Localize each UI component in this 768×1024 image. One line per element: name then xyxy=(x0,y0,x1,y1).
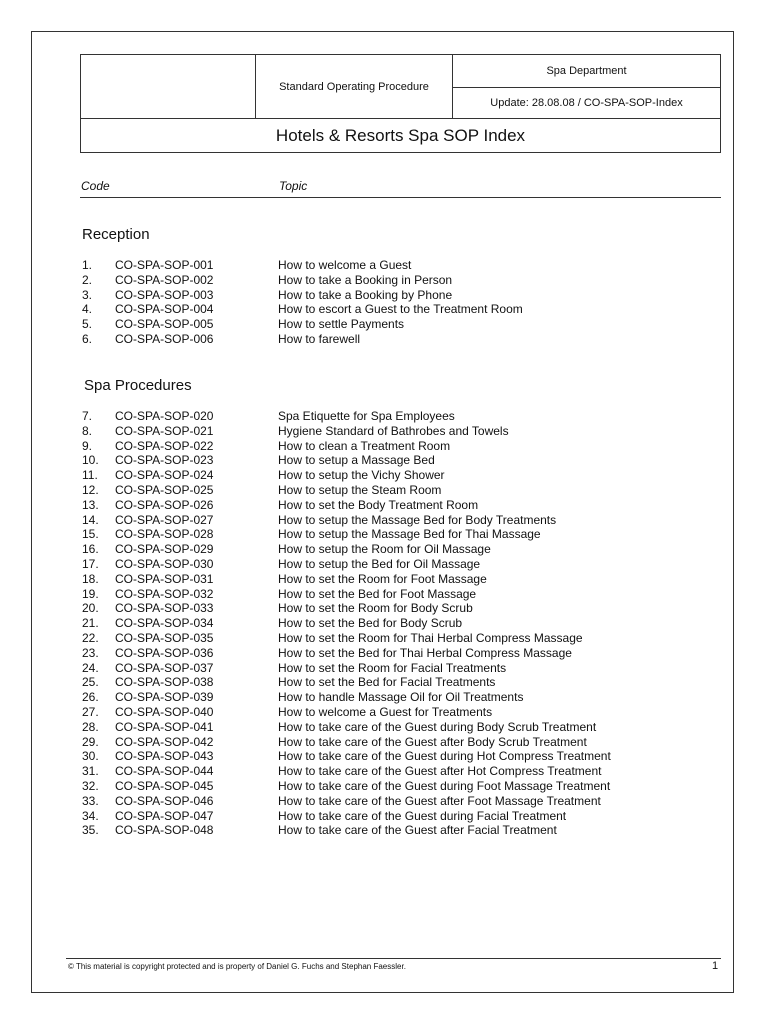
sop-code: CO-SPA-SOP-002 xyxy=(115,272,214,287)
sop-topic: How to take care of the Guest during Foot Massage Treatment xyxy=(278,779,611,793)
item-number: 27. xyxy=(82,705,99,719)
item-number: 32. xyxy=(82,779,99,793)
sop-topic: Spa Etiquette for Spa Employees xyxy=(278,409,455,423)
sop-topic: How to setup a Massage Bed xyxy=(278,453,435,468)
item-number: 6. xyxy=(82,332,93,346)
sop-code: CO-SPA-SOP-030 xyxy=(115,557,214,571)
sop-code: CO-SPA-SOP-047 xyxy=(115,808,214,823)
item-number: 30. xyxy=(82,749,99,764)
item-number: 18. xyxy=(82,571,99,586)
item-number: 8. xyxy=(82,423,93,438)
document-header xyxy=(80,54,721,153)
sop-topic: How to setup the Massage Bed for Thai Massage xyxy=(278,527,541,542)
sop-topic: How to setup the Massage Bed for Body Treatments xyxy=(278,512,557,527)
item-number: 16. xyxy=(82,542,99,557)
sop-topic: How to escort a Guest to the Treatment Room xyxy=(278,302,523,317)
item-number: 3. xyxy=(82,287,93,302)
sop-code: CO-SPA-SOP-041 xyxy=(115,719,214,734)
sop-topic: How to settle Payments xyxy=(278,317,405,332)
sop-code: CO-SPA-SOP-034 xyxy=(115,616,214,631)
item-number: 1. xyxy=(82,258,93,272)
item-number: 2. xyxy=(82,272,93,287)
sop-code: CO-SPA-SOP-044 xyxy=(115,764,214,779)
item-number: 9. xyxy=(82,438,93,453)
sop-topic: How to take care of the Guest after Facial Treatment xyxy=(278,823,557,838)
sop-code: CO-SPA-SOP-043 xyxy=(115,749,214,764)
sop-code: CO-SPA-SOP-033 xyxy=(115,601,214,616)
sop-code: CO-SPA-SOP-037 xyxy=(115,660,214,675)
sop-code: CO-SPA-SOP-029 xyxy=(115,542,214,557)
sop-topic: How to set the Bed for Thai Herbal Compress Massage xyxy=(278,645,572,660)
sop-code: CO-SPA-SOP-028 xyxy=(115,527,214,542)
sop-topic: How to take a Booking by Phone xyxy=(278,287,453,302)
sop-code: CO-SPA-SOP-026 xyxy=(115,497,214,512)
sop-topic: How to take a Booking in Person xyxy=(278,272,453,287)
item-number: 24. xyxy=(82,660,99,675)
sop-code: CO-SPA-SOP-023 xyxy=(115,453,214,468)
footer-rule xyxy=(66,958,721,959)
item-number: 33. xyxy=(82,793,99,808)
item-number: 15. xyxy=(82,527,99,542)
department-label: Spa Department xyxy=(453,55,720,88)
sop-code: CO-SPA-SOP-027 xyxy=(115,512,214,527)
item-number: 17. xyxy=(82,557,99,571)
item-number: 34. xyxy=(82,808,99,823)
sop-code: CO-SPA-SOP-006 xyxy=(115,332,214,346)
sop-topic: How to setup the Steam Room xyxy=(278,483,442,497)
sop-topic: How to set the Room for Facial Treatments xyxy=(278,660,507,675)
item-number: 22. xyxy=(82,631,99,645)
sop-code: CO-SPA-SOP-025 xyxy=(115,483,214,497)
sop-code: CO-SPA-SOP-046 xyxy=(115,793,214,808)
update-label: Update: 28.08.08 / CO-SPA-SOP-Index xyxy=(453,88,720,119)
sop-topic: How to set the Body Treatment Room xyxy=(278,497,479,512)
sop-topic: How to set the Room for Thai Herbal Compress Massage xyxy=(278,631,583,645)
sop-code: CO-SPA-SOP-022 xyxy=(115,438,214,453)
item-number: 14. xyxy=(82,512,99,527)
sop-code: CO-SPA-SOP-020 xyxy=(115,409,214,423)
page-number: 1 xyxy=(712,960,719,972)
sop-topic: How to setup the Bed for Oil Massage xyxy=(278,557,481,571)
section-title: Spa Procedures xyxy=(84,377,192,394)
sop-topic: How to take care of the Guest after Body Scrub Treatment xyxy=(278,734,587,749)
sop-topic: How to handle Massage Oil for Oil Treatments xyxy=(278,690,524,705)
sop-code: CO-SPA-SOP-048 xyxy=(115,823,214,838)
sop-code: CO-SPA-SOP-036 xyxy=(115,645,214,660)
procedure-label: Standard Operating Procedure xyxy=(256,55,453,119)
sop-topic: How to take care of the Guest after Hot Compress Treatment xyxy=(278,764,602,779)
item-number: 31. xyxy=(82,764,99,779)
sop-code: CO-SPA-SOP-032 xyxy=(115,586,214,601)
sop-code: CO-SPA-SOP-038 xyxy=(115,675,214,690)
sop-topic: How to take care of the Guest during Body Scrub Treatment xyxy=(278,719,597,734)
item-number: 25. xyxy=(82,675,99,690)
item-number: 23. xyxy=(82,645,99,660)
item-number: 12. xyxy=(82,483,99,497)
item-number: 4. xyxy=(82,302,93,317)
sop-topic: How to clean a Treatment Room xyxy=(278,438,451,453)
sop-topic: How to set the Bed for Facial Treatments xyxy=(278,675,496,690)
item-number: 26. xyxy=(82,690,99,705)
item-number: 19. xyxy=(82,586,99,601)
header-logo-cell xyxy=(81,55,256,119)
item-number: 35. xyxy=(82,823,99,838)
column-header-rule xyxy=(80,197,721,198)
sop-topic: How to set the Room for Body Scrub xyxy=(278,601,473,616)
sop-topic: Hygiene Standard of Bathrobes and Towels xyxy=(278,423,509,438)
sop-topic: How to setup the Vichy Shower xyxy=(278,468,445,483)
sop-code: CO-SPA-SOP-005 xyxy=(115,317,214,332)
sop-topic: How to take care of the Guest during Facial Treatment xyxy=(278,808,567,823)
item-number: 7. xyxy=(82,409,93,423)
sop-topic: How to take care of the Guest during Hot Compress Treatment xyxy=(278,749,611,764)
sop-code: CO-SPA-SOP-045 xyxy=(115,779,214,793)
item-number: 13. xyxy=(82,497,99,512)
sop-code: CO-SPA-SOP-039 xyxy=(115,690,214,705)
copyright-notice: © This material is copyright protected and is property of Daniel G. Fuchs and Stephan Faessler. xyxy=(68,962,406,971)
sop-topic: How to set the Bed for Body Scrub xyxy=(278,616,463,631)
sop-topic: How to farewell xyxy=(278,332,361,346)
sop-code: CO-SPA-SOP-040 xyxy=(115,705,214,719)
item-number: 21. xyxy=(82,616,99,631)
item-number: 28. xyxy=(82,719,99,734)
sop-code: CO-SPA-SOP-001 xyxy=(115,258,214,272)
sop-topic: How to welcome a Guest for Treatments xyxy=(278,705,493,719)
sop-code: CO-SPA-SOP-021 xyxy=(115,423,214,438)
sop-topic: How to welcome a Guest xyxy=(278,258,412,272)
sop-code: CO-SPA-SOP-042 xyxy=(115,734,214,749)
sop-topic: How to set the Room for Foot Massage xyxy=(278,571,487,586)
item-number: 29. xyxy=(82,734,99,749)
sop-topic: How to setup the Room for Oil Massage xyxy=(278,542,491,557)
section-title: Reception xyxy=(82,226,150,243)
item-number: 10. xyxy=(82,453,99,468)
sop-code: CO-SPA-SOP-004 xyxy=(115,302,214,317)
column-header-code: Code xyxy=(81,179,110,193)
item-number: 20. xyxy=(82,601,99,616)
item-number: 11. xyxy=(82,468,98,483)
column-header-topic: Topic xyxy=(279,179,308,193)
sop-topic: How to set the Bed for Foot Massage xyxy=(278,586,477,601)
sop-code: CO-SPA-SOP-031 xyxy=(115,571,214,586)
sop-code: CO-SPA-SOP-003 xyxy=(115,287,214,302)
sop-code: CO-SPA-SOP-035 xyxy=(115,631,214,645)
sop-code: CO-SPA-SOP-024 xyxy=(115,468,214,483)
sop-topic: How to take care of the Guest after Foot Massage Treatment xyxy=(278,793,601,808)
item-number: 5. xyxy=(82,317,93,332)
document-title: Hotels & Resorts Spa SOP Index xyxy=(275,125,526,145)
